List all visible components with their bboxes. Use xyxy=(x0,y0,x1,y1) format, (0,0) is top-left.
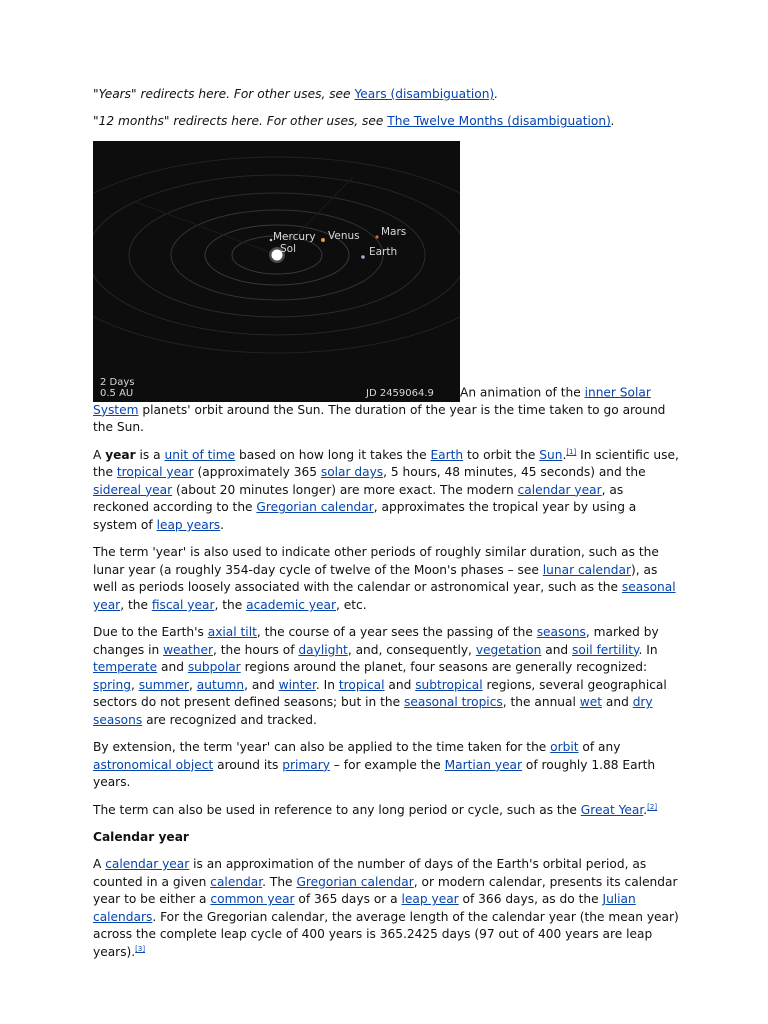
link-wet[interactable]: wet xyxy=(579,695,602,710)
text: , the xyxy=(214,597,247,612)
link-subpolar[interactable]: subpolar xyxy=(187,660,241,675)
link-julian-calendars[interactable]: Julian calendars xyxy=(93,892,636,924)
text: By extension, the term 'year' can also be applied to the time taken for the xyxy=(93,740,551,755)
link-earth[interactable]: Earth xyxy=(430,447,464,462)
label-venus: Venus xyxy=(328,229,360,242)
label-scale: 0.5 AU xyxy=(100,387,134,399)
term-year: year xyxy=(105,447,136,462)
figure-paragraph xyxy=(93,141,683,437)
link-weather[interactable]: weather xyxy=(163,642,214,657)
text: A xyxy=(93,857,106,871)
text: of 366 days, as do the xyxy=(458,892,603,907)
text: , 5 hours, 48 minutes, 45 seconds) and the xyxy=(383,465,646,480)
reference-1[interactable]: [1] xyxy=(566,447,577,456)
text: based on how long it takes the xyxy=(235,447,431,462)
paragraph-long-period xyxy=(93,802,683,820)
text: The term 'year' is also used to indicate other periods of roughly similar duration, such as the lunar year (a roughly 354-day cycle of twelve of the Moon's phases – see xyxy=(93,545,659,577)
text: to orbit the xyxy=(463,447,540,462)
link-unit-of-time[interactable]: unit of time xyxy=(164,447,236,462)
link-calendar-year[interactable]: calendar year xyxy=(517,482,602,497)
link-summer[interactable]: summer xyxy=(138,677,190,692)
text: , the xyxy=(120,597,152,612)
text: , marked by changes in xyxy=(93,625,659,657)
label-earth: Earth xyxy=(369,245,398,258)
link-temperate[interactable]: temperate xyxy=(93,660,158,675)
hatnote-text: "12 months" redirects here. For other uses, see xyxy=(93,114,388,129)
paragraph-definition xyxy=(93,447,683,535)
text: regions around the planet, four seasons are generally recognized: xyxy=(240,660,648,675)
paragraph-extension xyxy=(93,739,683,792)
link-vegetation[interactable]: vegetation xyxy=(475,642,542,657)
text: , etc. xyxy=(336,597,367,612)
link-seasonal-tropics[interactable]: seasonal tropics xyxy=(404,695,503,710)
text: . xyxy=(562,447,567,462)
text: , xyxy=(130,677,139,692)
hatnote-text: "Years" redirects here. For other uses, see xyxy=(93,87,355,101)
label-sol: Sol xyxy=(280,242,297,255)
label-julian-date: JD 2459064.9 xyxy=(366,387,434,399)
link-daylight[interactable]: daylight xyxy=(298,642,348,657)
label-mars: Mars xyxy=(381,225,407,238)
link-years-disambiguation[interactable]: Years (disambiguation) xyxy=(354,87,495,101)
solar-system-animation xyxy=(93,141,460,402)
text: of 365 days or a xyxy=(294,892,402,907)
link-lunar-calendar[interactable]: lunar calendar xyxy=(542,562,631,577)
link-leap-year[interactable]: leap year xyxy=(401,892,459,907)
paragraph-other-periods xyxy=(93,544,683,614)
text: , and, consequently, xyxy=(347,642,476,657)
hatnote-years xyxy=(93,86,683,104)
link-fiscal-year[interactable]: fiscal year xyxy=(151,597,215,612)
link-dry-seasons[interactable]: dry seasons xyxy=(93,695,653,728)
section-heading-calendar-year: Calendar year xyxy=(93,829,189,844)
text: . xyxy=(220,517,224,532)
link-subtropical[interactable]: subtropical xyxy=(415,677,483,692)
link-axial-tilt[interactable]: axial tilt xyxy=(207,625,257,640)
text: – for example the xyxy=(329,757,445,772)
text: around its xyxy=(213,757,283,772)
text: , the hours of xyxy=(213,642,299,657)
figure-caption: An animation of the xyxy=(460,385,585,400)
text: , and xyxy=(244,677,279,692)
text: . In xyxy=(315,677,339,692)
text: (approximately 365 xyxy=(193,465,321,480)
link-orbit[interactable]: orbit xyxy=(550,740,579,755)
venus-icon xyxy=(321,238,325,242)
text: , xyxy=(189,677,197,692)
link-calendar[interactable]: calendar xyxy=(210,874,263,889)
text: A xyxy=(93,447,106,462)
link-martian-year[interactable]: Martian year xyxy=(444,757,523,772)
text: and xyxy=(157,660,188,675)
paragraph-calendar-year xyxy=(93,856,683,962)
link-spring[interactable]: spring xyxy=(93,677,131,692)
text: , or modern calendar, presents its calendar year to be either a xyxy=(93,874,678,907)
hatnote-12-months xyxy=(93,113,683,131)
link-twelve-months-disambiguation[interactable]: The Twelve Months (disambiguation) xyxy=(387,114,611,129)
text: of any xyxy=(578,740,621,755)
text: are recognized and tracked. xyxy=(142,713,317,728)
text: is a xyxy=(135,447,165,462)
hatnote-text: . xyxy=(610,114,615,129)
text: In scientific use, the xyxy=(93,447,679,480)
text: . In xyxy=(638,642,658,657)
text: . The xyxy=(262,874,297,889)
text: and xyxy=(541,642,573,657)
link-autumn[interactable]: autumn xyxy=(196,677,245,692)
link-gregorian-calendar[interactable]: Gregorian calendar xyxy=(296,874,414,889)
text: regions, several geographical sectors do not present defined seasons; but in the xyxy=(93,677,667,710)
link-seasonal-year[interactable]: seasonal year xyxy=(93,580,676,612)
link-primary[interactable]: primary xyxy=(282,757,330,772)
link-winter[interactable]: winter xyxy=(278,677,316,692)
link-great-year[interactable]: Great Year xyxy=(580,802,644,817)
link-seasons[interactable]: seasons xyxy=(536,625,586,640)
reference-3[interactable]: [3] xyxy=(135,944,146,953)
paragraph-seasons xyxy=(93,624,683,730)
text: and xyxy=(384,677,416,692)
text: Due to the Earth's xyxy=(93,625,208,640)
text: and xyxy=(602,695,633,710)
reference-2[interactable]: [2] xyxy=(647,802,658,811)
text: ), as well as periods loosely associated with the calendar or astronomical year, such as the xyxy=(93,562,658,595)
link-inner-solar-system[interactable]: inner Solar System xyxy=(93,385,651,417)
text: . For the Gregorian calendar, the average length of the calendar year (the mean year) across the complete leap cycle of 400 years is 365.2425 days (97 out of 400 years are leap years). xyxy=(93,909,679,959)
text: The term can also be used in reference to any long period or cycle, such as the xyxy=(93,802,581,817)
article-body xyxy=(93,86,683,971)
link-leap-years[interactable]: leap years xyxy=(156,517,221,532)
label-days: 2 Days xyxy=(100,376,135,388)
figure-caption: planets' orbit around the Sun. The duration of the year is the time taken to go around the Sun. xyxy=(93,402,666,435)
text: is an approximation of the number of days of the Earth's orbital period, as counted in a given xyxy=(93,857,647,889)
text: , as reckoned according to the xyxy=(93,482,624,515)
solar-system-diagram xyxy=(93,141,460,402)
label-mercury: Mercury xyxy=(273,230,316,243)
link-academic-year[interactable]: academic year xyxy=(246,597,337,612)
mercury-icon xyxy=(270,238,273,241)
text: , the annual xyxy=(502,695,580,710)
earth-icon xyxy=(361,255,365,259)
text: , the course of a year sees the passing of the xyxy=(256,625,537,640)
link-gregorian-calendar[interactable]: Gregorian calendar xyxy=(256,500,374,515)
text: . xyxy=(643,802,648,817)
link-astronomical-object[interactable]: astronomical object xyxy=(93,757,214,772)
link-sun[interactable]: Sun xyxy=(539,447,563,462)
link-common-year[interactable]: common year xyxy=(210,892,295,907)
text: of roughly 1.88 Earth years. xyxy=(93,757,656,790)
hatnote-text: . xyxy=(494,87,499,101)
text: , approximates the tropical year by using a system of xyxy=(93,500,637,532)
text: (about 20 minutes longer) are more exact. The modern xyxy=(172,482,518,497)
link-tropical[interactable]: tropical xyxy=(338,677,385,692)
mars-icon xyxy=(375,235,378,238)
animation-background xyxy=(93,141,460,402)
link-sidereal-year[interactable]: sidereal year xyxy=(93,482,173,497)
link-tropical-year[interactable]: tropical year xyxy=(116,465,194,480)
link-calendar-year[interactable]: calendar year xyxy=(105,857,190,871)
link-soil-fertility[interactable]: soil fertility xyxy=(572,642,639,657)
link-solar-days[interactable]: solar days xyxy=(320,465,384,480)
